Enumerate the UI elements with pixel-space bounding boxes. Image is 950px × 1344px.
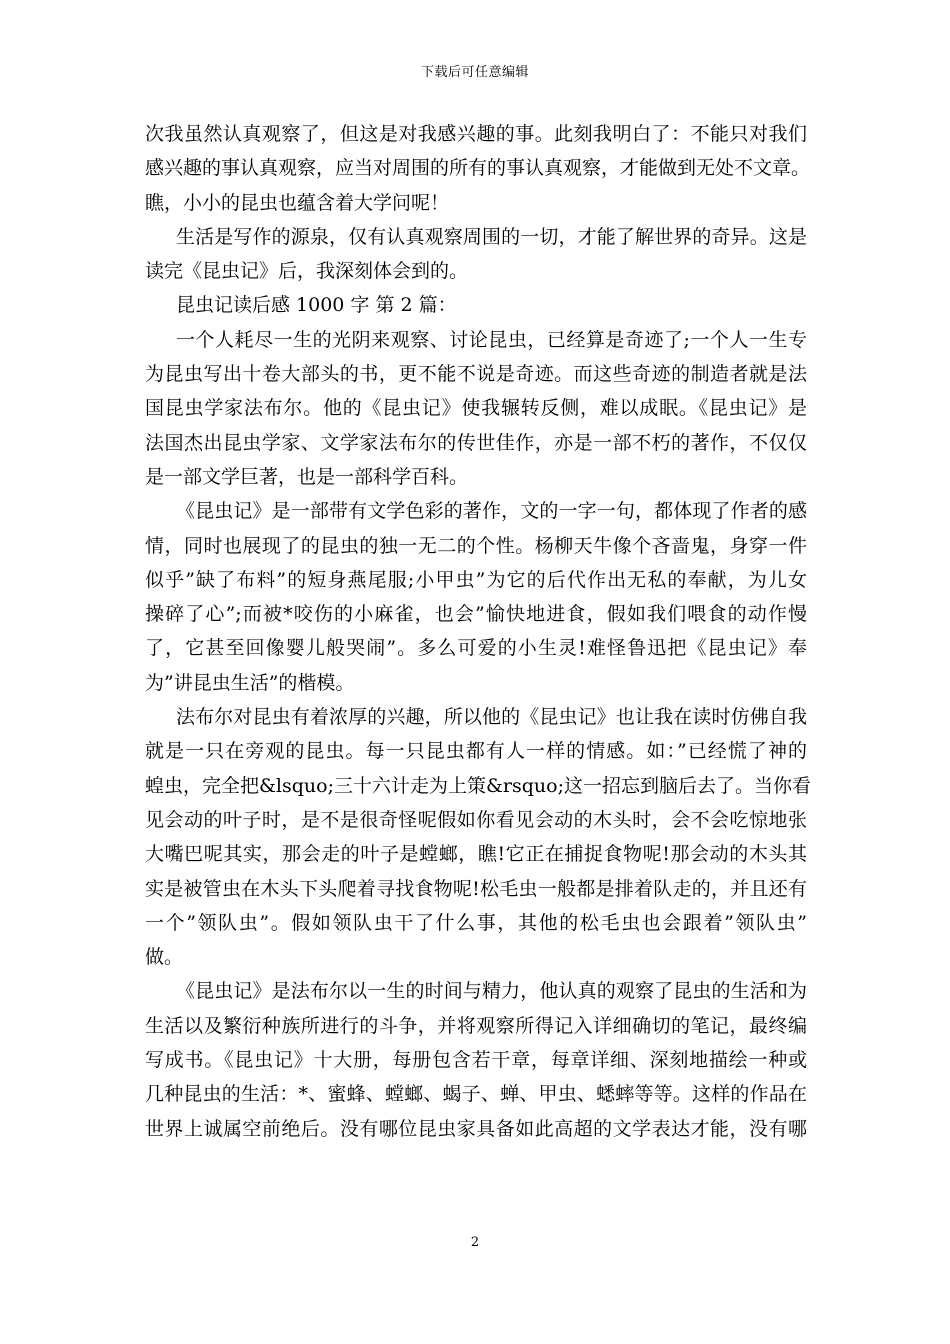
document-body — [145, 117, 811, 1146]
text-line: 世界上诚属空前绝后。没有哪位昆虫家具备如此高超的文学表达才能，没有哪 — [145, 1117, 807, 1140]
text-line: 法国杰出昆虫学家、文学家法布尔的传世佳作，亦是一部不朽的著作，不仅仅 — [145, 431, 807, 454]
text-line: 蝗虫，完全把&lsquo;三十六计走为上策&rsquo;这一招忘到脑后去了。当你看 — [145, 774, 811, 797]
page-header: 下载后可任意编辑 — [420, 65, 529, 80]
text-line: 次我虽然认真观察了，但这是对我感兴趣的事。此刻我明白了：不能只对我们 — [145, 123, 807, 145]
text-line: 为”讲昆虫生活”的楷模。 — [145, 671, 355, 694]
text-line: 情，同时也展现了的昆虫的独一无二的个性。杨柳天牛像个吝啬鬼，身穿一件 — [145, 534, 807, 557]
text-line: 生活以及繁衍种族所进行的斗争，并将观察所得记入详细确切的笔记，最终编 — [145, 1014, 807, 1037]
text-line: 感兴趣的事认真观察，应当对周围的所有的事认真观察，才能做到无处不文章。 — [145, 157, 811, 180]
text-line: 一个”领队虫”。假如领队虫干了什么事，其他的松毛虫也会跟着”领队虫” — [145, 911, 807, 934]
text-line: 《昆虫记》是法布尔以一生的时间与精力，他认真的观察了昆虫的生活和为 — [176, 980, 807, 1003]
text-line: 几种昆虫的生活：*、蜜蜂、螳螂、蝎子、蝉、甲虫、蟋蟀等等。这样的作品在 — [145, 1083, 807, 1106]
page-number: 2 — [470, 1235, 480, 1250]
text-line: 见会动的叶子时，是不是很奇怪呢假如你看见会动的木头时，会不会吃惊地张 — [145, 808, 807, 831]
text-line: 了，它甚至回像婴儿般哭闹”。多么可爱的小生灵!难怪鲁迅把《昆虫记》奉 — [145, 637, 807, 660]
text-line: 大嘴巴呢其实，那会走的叶子是螳螂，瞧!它正在捕捉食物呢!那会动的木头其 — [145, 843, 807, 866]
text-line: 生活是写作的源泉，仅有认真观察周围的一切，才能了解世界的奇异。这是 — [176, 225, 807, 248]
text-line: 一个人耗尽一生的光阴来观察、讨论昆虫，已经算是奇迹了;一个人一生专 — [176, 328, 807, 351]
text-line: 就是一只在旁观的昆虫。每一只昆虫都有人一样的情感。如：”已经慌了神的 — [145, 740, 807, 763]
text-line: 实是被管虫在木头下头爬着寻找食物呢!松毛虫一般都是排着队走的，并且还有 — [145, 877, 807, 900]
text-line: 做。 — [145, 946, 184, 969]
text-line: 是一部文学巨著，也是一部科学百科。 — [145, 465, 469, 488]
text-line: 操碎了心”;而被*咬伤的小麻雀，也会”愉快地进食，假如我们喂食的动作慢 — [145, 603, 807, 626]
text-line: 写成书。《昆虫记》十大册，每册包含若干章，每章详细、深刻地描绘一种或 — [145, 1049, 807, 1072]
text-line: 似乎”缺了布料”的短身燕尾服;小甲虫”为它的后代作出无私的奉献，为儿女 — [145, 568, 807, 591]
text-line: 读完《昆虫记》后，我深刻体会到的。 — [145, 260, 469, 283]
text-line: 为昆虫写出十卷大部头的书，更不能不说是奇迹。而这些奇迹的制造者就是法 — [145, 363, 807, 386]
text-line: 《昆虫记》是一部带有文学色彩的著作，文的一字一句，都体现了作者的感 — [176, 500, 807, 523]
text-line: 法布尔对昆虫有着浓厚的兴趣，所以他的《昆虫记》也让我在读时仿佛自我 — [176, 706, 807, 729]
text-line: 瞧，小小的昆虫也蕴含着大学问呢！ — [145, 191, 450, 214]
section-heading: 昆虫记读后感 1000 字 第 2 篇： — [176, 294, 457, 317]
text-line: 国昆虫学家法布尔。他的《昆虫记》使我辗转反侧，难以成眠。《昆虫记》是 — [145, 397, 807, 420]
